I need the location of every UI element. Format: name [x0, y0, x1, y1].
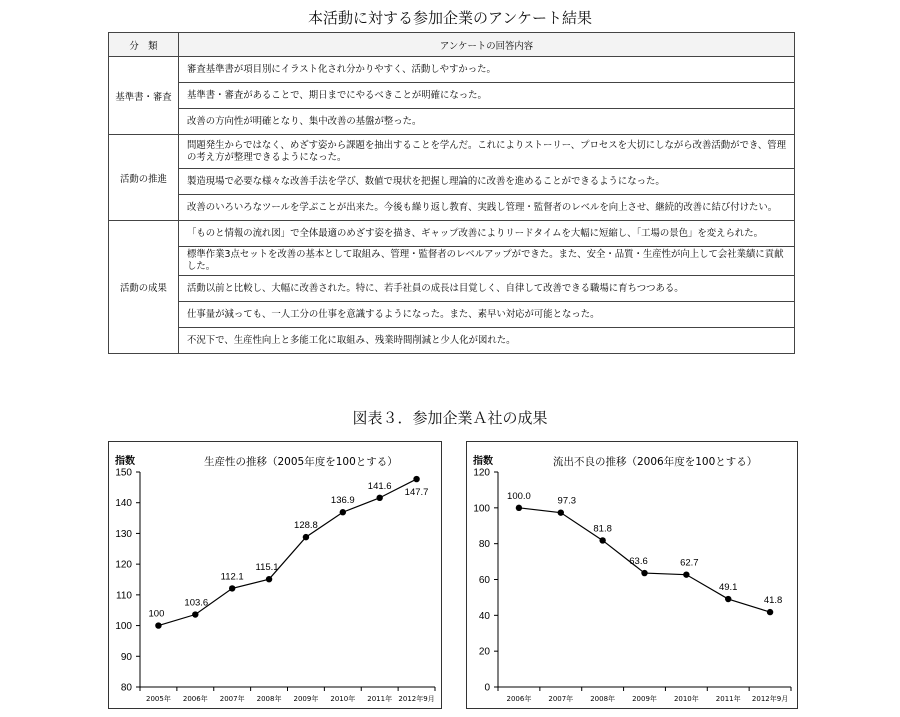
x-tick-label: 2009年: [632, 695, 657, 703]
data-point: [516, 505, 522, 511]
data-point: [683, 571, 689, 577]
y-tick-label: 150: [115, 467, 132, 479]
survey-table: [108, 32, 795, 354]
x-tick-label: 2010年: [330, 695, 356, 703]
x-tick-label: 2009年: [293, 695, 319, 703]
response-cell: 審査基準書が項目別にイラスト化され分かりやすく、活動しやすかった。: [179, 57, 795, 83]
data-label: 49.1: [718, 582, 738, 594]
chart-title: 流出不良の推移（2006年度を100とする）: [553, 456, 758, 468]
data-label: 41.8: [763, 595, 783, 607]
data-point: [413, 476, 419, 482]
y-tick-label: 140: [115, 498, 132, 510]
table-row: [109, 83, 795, 109]
data-label: 136.9: [330, 495, 355, 507]
data-label: 62.7: [680, 557, 699, 569]
chart-ylabel: 指数: [115, 456, 135, 467]
data-label: 112.1: [220, 571, 244, 583]
x-tick-label: 2005年: [146, 695, 171, 703]
y-tick-label: 120: [115, 559, 132, 571]
y-tick-label: 100: [473, 503, 490, 515]
data-point: [558, 509, 564, 515]
data-point: [192, 611, 198, 617]
table-row: [109, 195, 795, 221]
survey-title: 本活動に対する参加企業のアンケート結果: [307, 9, 593, 27]
defect-chart: [466, 441, 798, 709]
data-point: [641, 570, 647, 576]
y-tick-label: 0: [484, 682, 490, 694]
response-cell: 標準作業3点セットを改善の基本として取組み、管理・監督者のレベルアップができた。また、安全・品質・生産性が向上して会社業績に貢献した。: [179, 247, 795, 276]
y-tick-label: 90: [120, 651, 132, 663]
data-label: 97.3: [557, 495, 577, 507]
table-row: [109, 135, 795, 169]
data-label: 141.6: [367, 480, 392, 492]
response-cell: 仕事量が減っても、一人工分の仕事を意識するようになった。また、素早い対応が可能となった。: [179, 302, 795, 328]
category-cell: 活動の推進: [109, 135, 179, 221]
x-tick-label: 2012年9月: [398, 695, 435, 703]
y-tick-label: 100: [115, 621, 132, 633]
table-row: [109, 57, 795, 83]
data-point: [340, 509, 346, 515]
x-tick-label: 2008年: [590, 695, 616, 703]
response-cell: 問題発生からではなく、めざす姿から課題を抽出することを学んだ。これによりストーリー、プロセスを大切にしながら改善活動ができ、管理の考え方が整理できるようになった。: [179, 135, 795, 169]
x-tick-label: 2007年: [548, 695, 574, 703]
chart-title: 生産性の推移（2005年度を100とする）: [204, 456, 398, 468]
data-point: [266, 576, 272, 582]
data-label: 128.8: [294, 520, 318, 532]
figure-title: 図表３．参加企業Ａ社の成果: [352, 409, 548, 427]
data-label: 115.1: [255, 562, 279, 574]
category-cell: 基準書・審査: [109, 57, 179, 135]
data-point: [303, 534, 309, 540]
table-row: [109, 328, 795, 354]
data-point: [599, 537, 605, 543]
data-point: [376, 495, 382, 501]
header-content: アンケートの回答内容: [179, 33, 795, 57]
y-tick-label: 20: [478, 646, 490, 658]
x-tick-label: 2010年: [673, 695, 699, 703]
productivity-chart: [108, 441, 442, 709]
x-tick-label: 2006年: [182, 695, 208, 703]
data-label: 100.0: [507, 490, 531, 502]
response-cell: 改善の方向性が明確となり、集中改善の基盤が整った。: [179, 109, 795, 135]
productivity-chart-plot: [109, 442, 443, 710]
table-row: [109, 221, 795, 247]
x-tick-label: 2006年: [506, 695, 532, 703]
table-row: [109, 276, 795, 302]
data-label: 81.8: [593, 523, 612, 535]
chart-ylabel: 指数: [473, 456, 493, 467]
data-label: 63.6: [629, 556, 648, 568]
table-row: [109, 109, 795, 135]
x-tick-label: 2011年: [367, 695, 393, 703]
response-cell: 「ものと情報の流れ図」で全体最適のめざす姿を描き、ギャップ改善によりリードタイムを大幅に短縮し、「工場の景色」を変えられた。: [179, 221, 795, 247]
y-tick-label: 60: [478, 575, 490, 586]
response-cell: 基準書・審査があることで、期日までにやるべきことが明確になった。: [179, 83, 795, 109]
table-row: [109, 169, 795, 195]
x-tick-label: 2007年: [219, 695, 245, 703]
data-point: [767, 609, 773, 615]
y-tick-label: 40: [478, 610, 490, 622]
y-tick-label: 80: [120, 682, 132, 694]
category-cell: 活動の成果: [109, 221, 179, 354]
y-tick-label: 110: [116, 590, 132, 602]
table-row: [109, 302, 795, 328]
defect-chart-plot: [467, 442, 799, 710]
response-cell: 改善のいろいろなツールを学ぶことが出来た。今後も繰り返し教育、実践し管理・監督者のレベルを向上させ、継続的改善に結び付けたい。: [179, 195, 795, 221]
response-cell: 不況下で、生産性向上と多能工化に取組み、残業時間削減と少人化が図れた。: [179, 328, 795, 354]
table-header-row: [109, 33, 795, 57]
data-point: [155, 622, 161, 628]
y-tick-label: 80: [478, 539, 490, 551]
x-tick-label: 2012年9月: [751, 695, 789, 703]
data-label: 103.6: [184, 597, 209, 609]
data-point: [229, 585, 235, 591]
y-tick-label: 120: [473, 467, 490, 479]
response-cell: 製造現場で必要な様々な改善手法を学び、数値で現状を把握し理論的に改善を進めることができるようになった。: [179, 169, 795, 195]
data-label: 147.7: [404, 487, 429, 499]
response-cell: 活動以前と比較し、大幅に改善された。特に、若手社員の成長は目覚しく、自律して改善できる職場に育ちつつある。: [179, 276, 795, 302]
table-row: [109, 247, 795, 276]
x-tick-label: 2008年: [256, 695, 282, 703]
data-point: [725, 596, 731, 602]
data-label: 100: [148, 608, 165, 620]
y-tick-label: 130: [115, 528, 132, 540]
x-tick-label: 2011年: [715, 695, 741, 703]
header-category: 分 類: [109, 33, 179, 57]
